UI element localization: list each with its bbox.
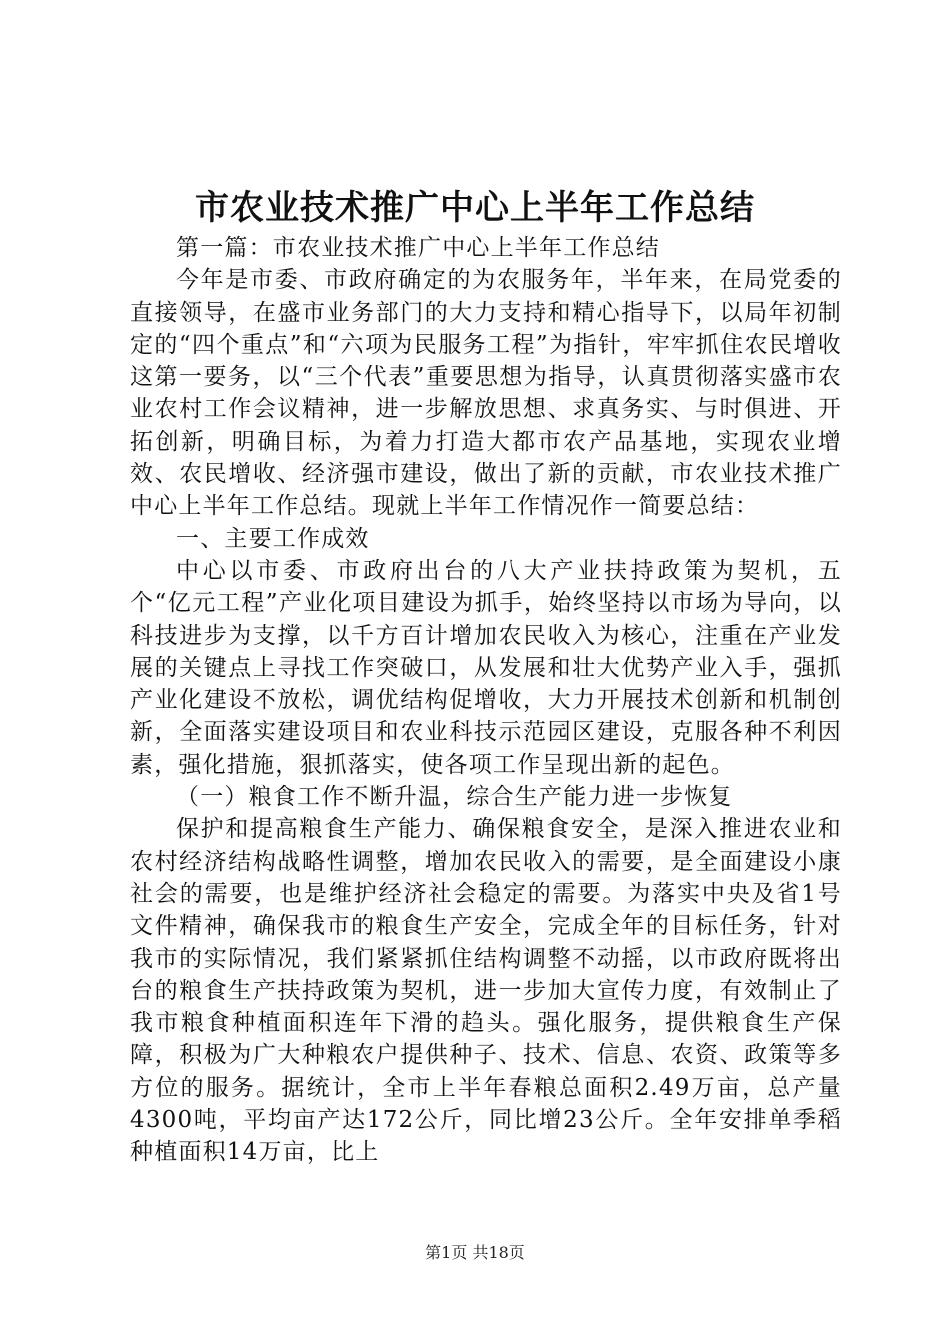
paragraph-section-heading: 第一篇：市农业技术推广中心上半年工作总结 [176, 235, 660, 261]
paragraph-center-overview: 中心以市委、市政府出台的八大产业扶持政策为契机，五个“亿元工程”产业化项目建设为抓手，始终坚持以市场为导向，以科技进步为支撑，以千方百计增加农民收入为核心，注重在产业发展的关键点上寻找工作突破口，从发展和壮大优势产业入手，强抓产业化建设不放松，调优结构促增收，大力开展技术创新和机制创新，全面落实建设项目和农业科技示范园区建设，克服各种不利因素，强化措施，狠抓落实，使各项工作呈现出新的起色。 [130, 557, 842, 778]
paragraph-intro: 今年是市委、市政府确定的为农服务年，半年来，在局党委的直接领导，在盛市业务部门的大力支持和精心指导下，以局年初制定的“四个重点”和“六项为民服务工程”为指针，牢牢抓住农民增收这第一要务，以“三个代表”重要思想为指导，认真贯彻落实盛市农业农村工作会议精神，进一步解放思想、求真务实、与时俱进、开拓创新，明确目标，为着力打造大都市农产品基地，实现农业增效、农民增收、经济强市建设，做出了新的贡献，市农业技术推广中心上半年工作总结。现就上半年工作情况作一简要总结： [130, 267, 842, 520]
paragraph-grain-details: 保护和提高粮食生产能力、确保粮食安全，是深入推进农业和农村经济结构战略性调整，增加农民收入的需要，是全面建设小康社会的需要，也是维护经济社会稳定的需要。为落实中央及省1号文件精神，确保我市的粮食生产安全，完成全年的目标任务，针对我市的实际情况，我们紧紧抓住结构调整不动摇，以市政府既将出台的粮食生产扶持政策为契机，进一步加大宣传力度，有效制止了我市粮食种植面积连年下滑的趋头。强化服务，提供粮食生产保障，积极为广大种粮农户提供种子、技术、信息、农资、政策等多方位的服务。据统计，全市上半年春粮总面积2.49万亩，总产量4300吨，平均亩产达172公斤，同比增23公斤。全年安排单季稻种植面积14万亩，比上 [130, 816, 842, 1166]
document-title: 市农业技术推广中心上半年工作总结 [195, 188, 755, 228]
document-body [130, 232, 842, 1169]
paragraph-heading-grain: （一）粮食工作不断升温，综合生产能力进一步恢复 [176, 784, 733, 811]
paragraph-heading-achievements: 一、主要工作成效 [176, 525, 370, 552]
page-footer: 第1页 共18页 [425, 1243, 525, 1262]
